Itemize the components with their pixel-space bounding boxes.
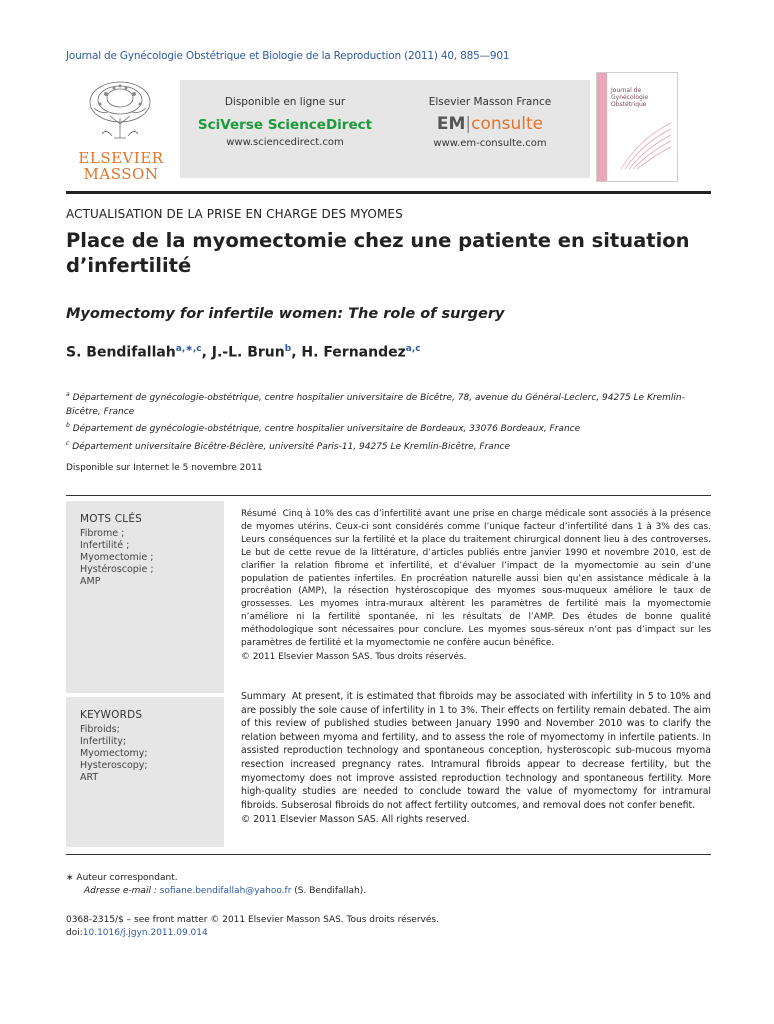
- keyword-item: ART: [80, 772, 99, 783]
- cover-title: Journal de Gynécologie Obstétrique: [611, 87, 649, 108]
- journal-reference[interactable]: Journal de Gynécologie Obstétrique et Biologie de la Reproduction (2011) 40, 885—901: [66, 50, 510, 62]
- footnote-label: Auteur correspondant.: [76, 873, 178, 883]
- doi-label: doi:: [66, 928, 83, 938]
- affiliation-text: Département de gynécologie-obstétrique, centre hospitalier universitaire de Bordeaux, 33076 Bordeaux, France: [72, 424, 581, 434]
- consulte-logo-part: consulte: [471, 114, 544, 134]
- abstract-en-text: At present, it is estimated that fibroids may be associated with infertility in 5 to 10% and are possibly the sole cause of infertility in 1 to 3%. Their effects on fertility remain debated. The aim of this review of published studies between January 1990 and November 2010 was to clarify the relation between myoma and fertility, and to assess the role of myomectomy in infertile patients. In assisted reproduction technology and spontaneous conception, hysteroscopic sub-mucous myoma resection increased pregnancy rates. Intramural fibroids appear to decrease fertility, but the myomectomy does not improve assisted reproduction technology and spontaneous fertility. More high-quality studies are needed to conclude toward the value of myomectomy for intramural fibroids. Subserosal fibroids do not affect fertility outcomes, and removal does not confer benefit.: [241, 691, 711, 811]
- keyword-item: Fibrome ;: [80, 528, 125, 539]
- article-identifiers: [66, 914, 439, 940]
- masson-wordmark: MASSON: [83, 165, 159, 183]
- abstract-fr: [241, 508, 711, 664]
- abstract-en-label: Summary: [241, 691, 286, 702]
- abstract-fr-copyright: © 2011 Elsevier Masson SAS. Tous droits réservés.: [241, 651, 467, 662]
- abstract-bottom-rule: [66, 854, 711, 855]
- author-separator: ,: [291, 344, 302, 361]
- journal-cover-thumbnail[interactable]: [596, 72, 678, 182]
- article-title: Place de la myomectomie chez une patiente en situation d’infertilité: [66, 229, 690, 277]
- sciverse-logo: SciVerse ScienceDirect: [197, 117, 373, 133]
- author-affiliation-marker[interactable]: a,∗,c: [175, 344, 202, 354]
- affiliation-text: Département de gynécologie-obstétrique, centre hospitalier universitaire de Bicêtre, 78, avenue du Général-Leclerc, 94275 Le Kremlin-Bicêtre, France: [66, 393, 685, 417]
- abstract-en-copyright: © 2011 Elsevier Masson SAS. All rights reserved.: [241, 814, 470, 826]
- keywords-fr-box: [66, 501, 224, 693]
- affiliation-text: Département universitaire Bicêtre-Béclère, université Paris-11, 94275 Le Kremlin-Bicêtre, France: [72, 441, 511, 452]
- author-list: [66, 344, 421, 361]
- header-rule: [66, 191, 711, 194]
- em-logo-bar: |: [465, 114, 472, 134]
- cover-strip: [597, 73, 607, 181]
- keyword-item: Infertilité ;: [80, 540, 130, 551]
- author-name[interactable]: H. Fernandez: [301, 344, 406, 361]
- emconsulte-logo: [390, 114, 590, 134]
- elsevier-logo[interactable]: [66, 72, 176, 184]
- elsevier-wordmark: ELSEVIER: [78, 149, 164, 167]
- keyword-item: Fibroids;: [80, 724, 120, 735]
- affiliation-marker: b: [66, 422, 70, 429]
- keyword-item: Myomectomy;: [80, 748, 148, 759]
- keyword-item: AMP: [80, 576, 101, 587]
- abstract-top-rule: [66, 495, 711, 496]
- affiliation-item: [66, 388, 716, 419]
- emconsulte-block[interactable]: [390, 96, 590, 149]
- keyword-item: Infertility;: [80, 736, 127, 747]
- keyword-item: Hystéroscopie ;: [80, 564, 154, 575]
- doi-line: [66, 927, 439, 940]
- affiliation-item: [66, 437, 716, 455]
- affiliation-marker: c: [66, 439, 70, 447]
- online-availability-box: [180, 80, 590, 178]
- keywords-en-heading: KEYWORDS: [80, 709, 143, 721]
- em-publisher-label: Elsevier Masson France: [428, 96, 552, 108]
- email-label: Adresse e-mail :: [84, 886, 157, 896]
- sciencedirect-url[interactable]: www.sciencedirect.com: [226, 137, 344, 148]
- author-email-link[interactable]: sofiane.bendifallah@yahoo.fr: [159, 886, 292, 896]
- footnote-email-line: [66, 885, 366, 898]
- footnote-marker: ∗: [66, 873, 74, 883]
- abstract-fr-text: Cinq à 10% des cas d’infertilité avant une prise en charge médicale sont associés à la présence de myomes utérins. Ceux-ci sont considérés comme l’unique facteur d’infertilité dans 1 à 3% des cas. Leurs conséquences sur la fertilité et la place du traitement chirurgical donnent lieu à des controverses. Le but de cette revue de la littérature, d’articles publiés entre janvier 1990 et novembre 2010, est de clarifier la relation fibrome et infertilité, et d’évaluer l’impact de la myomectomie au sein d’une population de patientes infertiles. En procréation naturelle aussi bien qu’en assistance médicale à la procréation (AMP), la résection hystéroscopique des myomes sous-muqueux améliore le taux de grossesses. Les myomes intra-muraux altèrent les paramètres de fertilité mais la myomectomie n’améliore ni la fertilité spontanée, ni les résultats de l’AMP. Des études de bonne qualité méthodologique sont nécessaires pour conclure. Les myomes sous-séreux n’ont pas d’impact sur les paramètres de fertilité et la myomectomie ne confère aucun bénéfice.: [241, 509, 711, 649]
- keywords-fr-heading: MOTS CLÉS: [80, 513, 143, 525]
- footnote-line: [66, 872, 366, 885]
- affiliation-list: [66, 388, 716, 454]
- abstract-en: [241, 690, 711, 827]
- affiliation-marker: a: [66, 391, 70, 398]
- available-online-label: Disponible en ligne sur: [224, 96, 346, 108]
- author-affiliation-marker[interactable]: b: [284, 344, 292, 354]
- abstract-fr-label: Résumé: [241, 509, 277, 519]
- section-heading: ACTUALISATION DE LA PRISE EN CHARGE DES MYOMES: [66, 207, 403, 221]
- em-logo-part: EM: [436, 114, 466, 134]
- cover-artwork: [619, 119, 673, 171]
- author-name[interactable]: S. Bendifallah: [66, 344, 176, 361]
- email-suffix: (S. Bendifallah).: [294, 886, 367, 896]
- author-separator: ,: [201, 344, 212, 361]
- sciencedirect-block[interactable]: [180, 96, 390, 148]
- article-subtitle: Myomectomy for infertile women: The role of surgery: [66, 306, 505, 322]
- author-name[interactable]: J.-L. Brun: [211, 344, 285, 361]
- emconsulte-url[interactable]: www.em-consulte.com: [433, 138, 547, 149]
- elsevier-tree-icon: [80, 78, 160, 144]
- affiliation-item: [66, 419, 716, 437]
- keyword-item: Hysteroscopy;: [80, 760, 148, 771]
- keyword-item: Myomectomie ;: [80, 552, 154, 563]
- author-affiliation-marker[interactable]: a,c: [405, 344, 421, 354]
- doi-link[interactable]: 10.1016/j.jgyn.2011.09.014: [82, 928, 208, 938]
- corresponding-author-footnote: [66, 872, 366, 898]
- publisher-banner: [66, 72, 711, 184]
- issn-line: 0368-2315/$ – see front matter © 2011 Elsevier Masson SAS. Tous droits réservés.: [66, 915, 439, 925]
- keywords-en-box: [66, 697, 224, 847]
- available-online-date: Disponible sur Internet le 5 novembre 2011: [66, 463, 263, 473]
